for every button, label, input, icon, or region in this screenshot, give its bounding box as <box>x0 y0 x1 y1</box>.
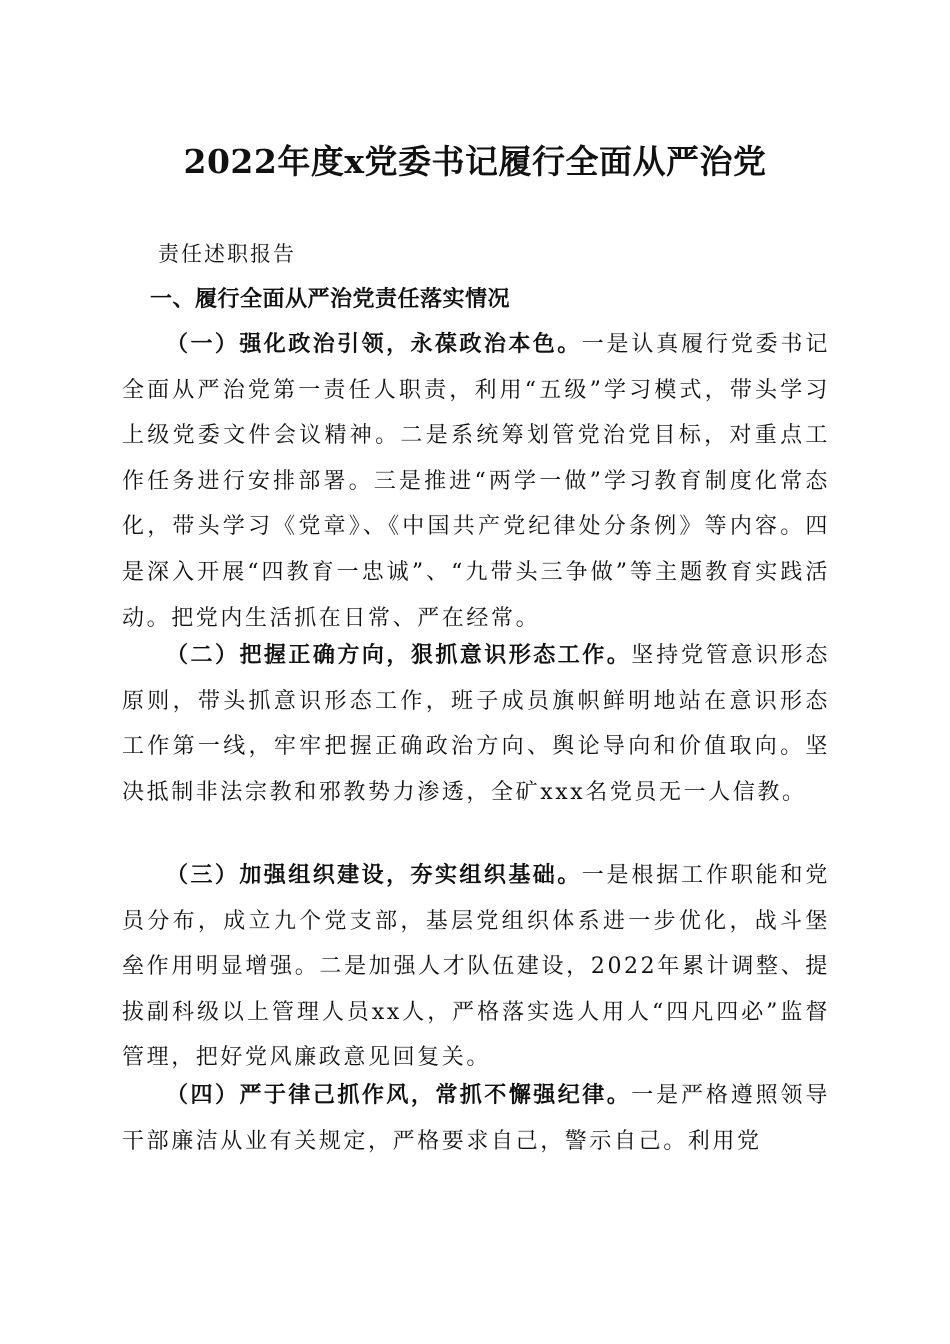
paragraph-lead: （四）严于律己抓作风，常抓不懈强纪律。 <box>166 1083 632 1108</box>
paragraph-body: 一是严格遵照领导干部廉洁从业有关规定，严格要求自己，警示自己。利用党 <box>122 1083 830 1154</box>
section-heading: 一、履行全面从严治党责任落实情况 <box>150 287 511 312</box>
paragraph-body: 坚持党管意识形态原则，带头抓意识形态工作，班子成员旗帜鲜明地站在意识形态工作第一线，牢牢把握正确政治方向、舆论导向和价值取向。坚决抵制非法宗教和邪教势力渗透，全矿xxx名党员无一人信教。 <box>122 643 830 805</box>
document-title: 2022年度x党委书记履行全面从严治党 <box>183 142 767 181</box>
paragraph-ideology-work <box>122 633 830 815</box>
paragraph-organization-building <box>122 853 830 1081</box>
paragraph-lead: （一）强化政治引领，永葆政治本色。 <box>166 332 582 357</box>
paragraph-political-leadership <box>122 322 830 641</box>
paragraph-body: 一是认真履行党委书记全面从严治党第一责任人职责，利用“五级”学习模式，带头学习上级党委文件会议精神。二是系统筹划管党治党目标，对重点工作任务进行安排部署。三是推进“两学一做”学习教育制度化常态化，带头学习《党章》、《中国共产党纪律处分条例》等内容。四是深入开展“四教育一忠诚”、“九带头三争做”等主题教育实践活动。把党内生活抓在日常、严在经常。 <box>122 332 830 631</box>
paragraph-lead: （二）把握正确方向，狠抓意识形态工作。 <box>166 643 632 668</box>
paragraph-lead: （三）加强组织建设，夯实组织基础。 <box>166 863 582 888</box>
paragraph-discipline <box>122 1073 830 1164</box>
document-subtitle: 责任述职报告 <box>158 242 296 266</box>
paragraph-body: 一是根据工作职能和党员分布，成立九个党支部，基层党组织体系进一步优化，战斗堡垒作用明显增强。二是加强人才队伍建设，2022年累计调整、提拔副科级以上管理人员xx人，严格落实选人用人“四凡四必”监督管理，把好党风廉政意见回复关。 <box>122 863 830 1071</box>
